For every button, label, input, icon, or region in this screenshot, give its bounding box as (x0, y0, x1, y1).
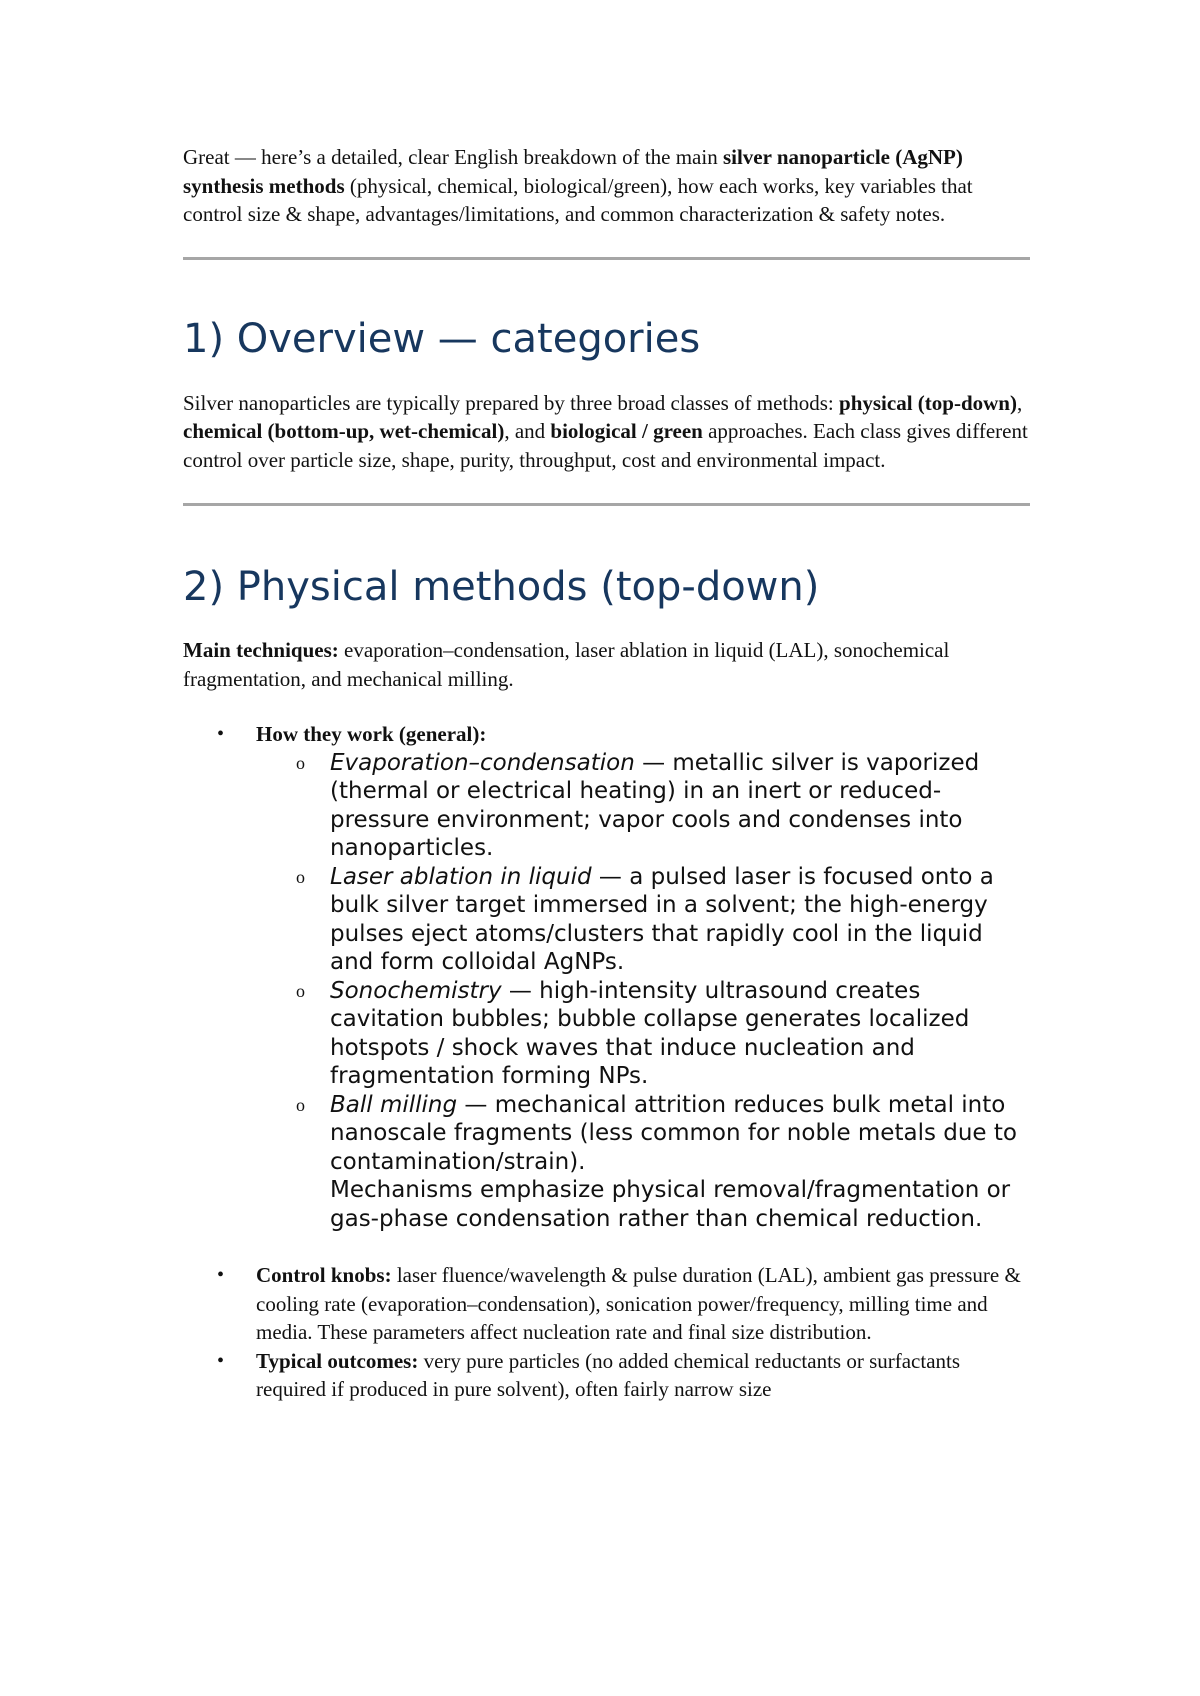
mechanism-note: Mechanisms emphasize physical removal/fragmentation or gas-phase condensation rather than chemical reduction. (330, 1177, 1011, 1232)
bullet-icon: • (217, 723, 225, 745)
sub-item-evaporation: o Evaporation–condensation — metallic silver is vaporized (thermal or electrical heating) in an inert or reduced-pressure environment; vapor cools and condenses into nanoparticles. (296, 749, 980, 861)
sub-bullet-icon: o (296, 866, 305, 887)
bullet-icon: • (217, 1349, 225, 1372)
intro-paragraph: Great — here’s a detailed, clear English breakdown of the main silver nanoparticle (AgNP) synthesis methods (physical, chemical, biological/green), how each works, key variables that control size & shape, advantages/limitations, and common characterization & safety notes. (183, 145, 973, 226)
sub-item-ball-milling: o Ball milling — mechanical attrition reduces bulk metal into nanoscale fragments (less common for noble metals due to contamination/strain). Mechanisms emphasize physical removal/fragmentation or gas-phase condensation rather than chemical reduction. (296, 1091, 1017, 1232)
bullet-icon: • (217, 1264, 225, 1286)
sub-item-laser-ablation: o Laser ablation in liquid — a pulsed laser is focused onto a bulk silver target immersed in a solvent; the high-energy pulses eject atoms/clusters that rapidly cool in the liquid and form colloidal AgNPs. (296, 863, 994, 975)
section-1-heading: 1) Overview — categories (183, 315, 701, 362)
horizontal-rule (183, 257, 1030, 260)
overview-paragraph: Silver nanoparticles are typically prepared by three broad classes of methods: physical (top-down), chemical (bottom-up, wet-chemical), and biological / green approaches. Each class gives different control over particle size, shape, purity, throughput, cost and environmental impact. (183, 390, 1028, 472)
sub-bullet-icon: o (296, 1094, 305, 1115)
sub-bullet-icon: o (296, 980, 305, 1001)
list-item-typical-outcomes: • Typical outcomes: very pure particles (no added chemical reductants or surfactants required if produced in pure solvent), often fairly narrow size (217, 1348, 961, 1401)
document-content (183, 143, 1030, 1404)
sub-bullet-icon: o (296, 752, 305, 773)
list-item-control-knobs: • Control knobs: laser fluence/wavelength & pulse duration (LAL), ambient gas pressure & cooling rate (evaporation–condensation), sonication power/frequency, milling time and media. These parameters affect nucleation rate and final size distribution. (217, 1263, 1021, 1344)
section-2-heading: 2) Physical methods (top-down) (183, 564, 820, 610)
main-techniques-paragraph: Main techniques: evaporation–condensation, laser ablation in liquid (LAL), sonochemical fragmentation, and mechanical milling. (183, 638, 950, 691)
list-item-how-they-work: • How they work (general): (183, 720, 1030, 749)
sub-item-sonochemistry: o Sonochemistry — high-intensity ultrasound creates cavitation bubbles; bubble collapse generates localized hotspots / shock waves that induce nucleation and fragmentation forming NPs. (296, 977, 970, 1089)
physical-methods-list (183, 720, 1030, 1404)
horizontal-rule (183, 503, 1030, 506)
